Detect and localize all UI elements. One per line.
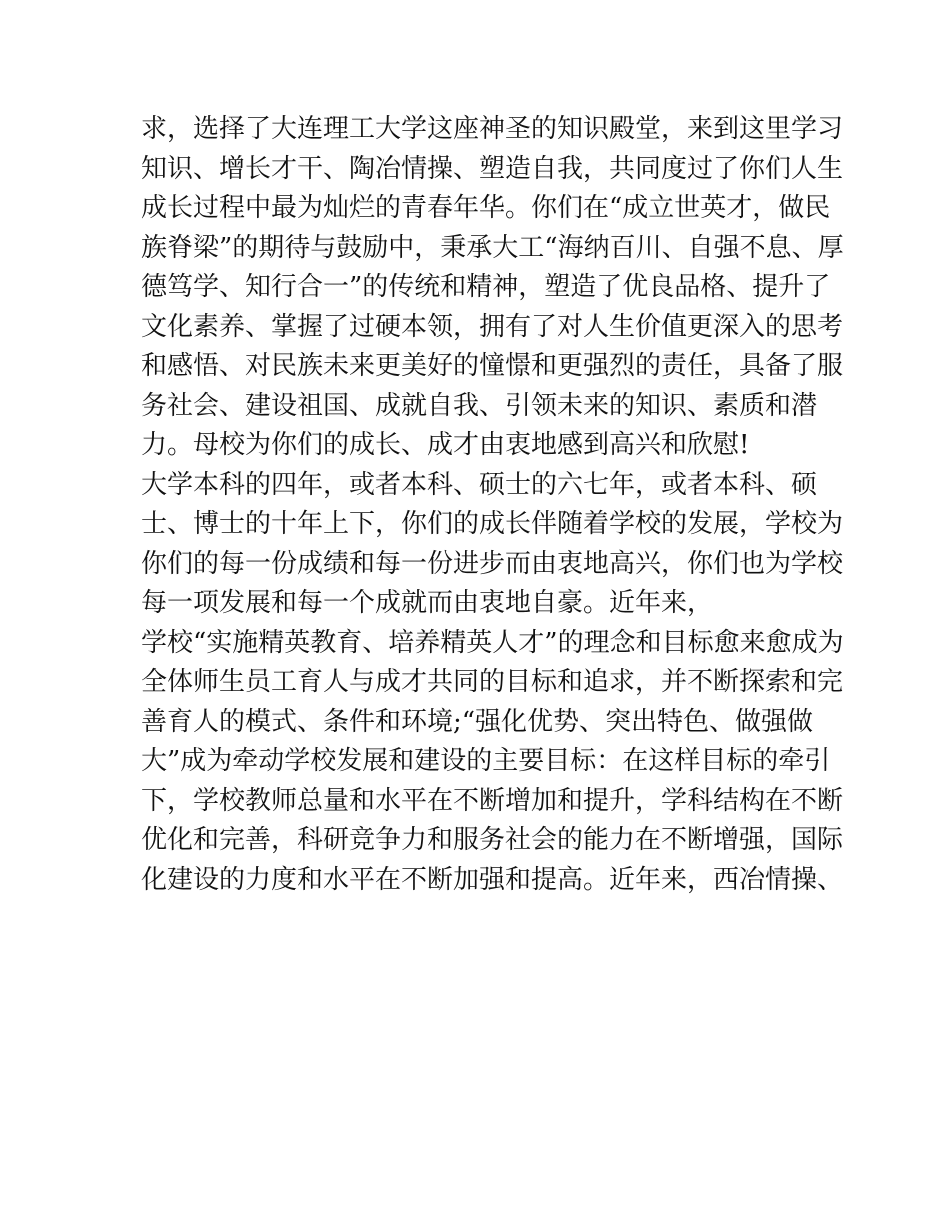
- text-line: 大学本科的四年，或者本科、硕士的六七年，或者本科、硕: [141, 469, 818, 500]
- text-line: 学校“实施精英教育、培养精英人才”的理念和目标愈来愈成为: [141, 627, 844, 658]
- text-line: 大”成为牵动学校发展和建设的主要目标：在这样目标的牵引: [141, 746, 831, 776]
- text-line: 化建设的力度和水平在不断加强和提高。近年来，西冶情操、: [141, 864, 844, 895]
- text-line: 优化和完善，科研竞争力和服务社会的能力在不断增强，国际: [141, 825, 844, 855]
- text-line: 知识、增长才干、陶冶情操、塑造自我，共同度过了你们人生: [141, 153, 844, 184]
- text-line: 德笃学、知行合一”的传统和精神，塑造了优良品格、提升了: [141, 272, 831, 302]
- body-text: [141, 110, 844, 900]
- text-line: 力。母校为你们的成长、成才由衷地感到高兴和欣慰!: [141, 430, 750, 460]
- text-line: 你们的每一份成绩和每一份进步而由衷地高兴，你们也为学校: [141, 548, 844, 579]
- text-line: 求，选择了大连理工大学这座神圣的知识殿堂，来到这里学习: [141, 114, 844, 144]
- text-line: 务社会、建设祖国、成就自我、引领未来的知识、素质和潜: [141, 390, 818, 421]
- text-line: 士、博士的十年上下，你们的成长伴随着学校的发展，学校为: [141, 509, 844, 539]
- text-line: 善育人的模式、条件和环境;“强化优势、突出特色、做强做: [141, 706, 814, 737]
- text-line: 和感悟、对民族未来更美好的憧憬和更强烈的责任，具备了服: [141, 351, 844, 381]
- text-line: 全体师生员工育人与成才共同的目标和追求，并不断探索和完: [141, 667, 844, 697]
- text-line: 文化素养、掌握了过硬本领，拥有了对人生价值更深入的思考: [141, 311, 844, 342]
- text-line: 每一项发展和每一个成就而由衷地自豪。近年来，: [141, 588, 714, 618]
- text-line: 族脊梁”的期待与鼓励中，秉承大工“海纳百川、自强不息、厚: [141, 232, 844, 263]
- text-line: 下，学校教师总量和水平在不断增加和提升，学科结构在不断: [141, 785, 844, 816]
- text-line: 成长过程中最为灿烂的青春年华。你们在“成立世英才，做民: [141, 193, 831, 223]
